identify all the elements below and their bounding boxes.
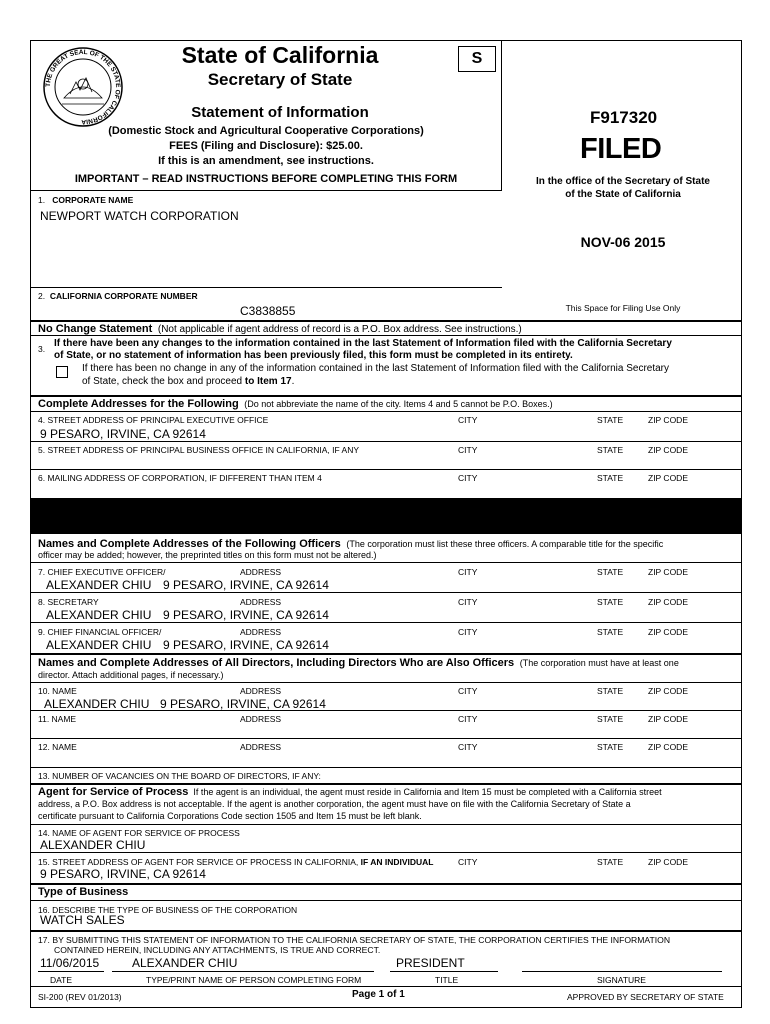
filing-status: FILED xyxy=(580,133,662,165)
approved-by: APPROVED BY SECRETARY OF STATE xyxy=(567,992,724,1002)
item6-city-label: CITY xyxy=(458,473,478,483)
no-change-line-4-end: . xyxy=(291,376,295,387)
divider xyxy=(30,190,502,191)
item11-state-label: STATE xyxy=(597,714,624,724)
directors-note-1: (The corporation must have at least one xyxy=(519,658,679,668)
item7-city-label: CITY xyxy=(458,567,478,577)
divider xyxy=(30,738,741,739)
no-change-line-4-text: of State, check the box and proceed xyxy=(82,376,243,387)
item14-label: 14. NAME OF AGENT FOR SERVICE OF PROCESS xyxy=(38,828,240,838)
item8-name-value: ALEXANDER CHIU xyxy=(46,608,152,622)
corporate-number-value: C3838855 xyxy=(240,304,296,318)
item14-value: ALEXANDER CHIU xyxy=(40,838,146,852)
item7-state-label: STATE xyxy=(597,567,624,577)
no-change-bold-1: If there have been any changes to the information contained in the last Statement of Information filed with the California Secretary xyxy=(54,338,672,349)
item1-label xyxy=(38,195,133,205)
item4-state-label: STATE xyxy=(597,415,624,425)
item9-name-value: ALEXANDER CHIU xyxy=(46,638,152,652)
form-id: SI-200 (REV 01/2013) xyxy=(38,992,122,1002)
item15-city-label: CITY xyxy=(458,857,478,867)
item9-zip-label: ZIP CODE xyxy=(648,627,688,637)
divider xyxy=(30,469,741,470)
divider xyxy=(30,986,741,987)
no-change-line-4 xyxy=(82,376,294,387)
item8-address-value: 9 PESARO, IRVINE, CA 92614 xyxy=(163,608,329,622)
item13-label: 13. NUMBER OF VACANCIES ON THE BOARD OF DIRECTORS, IF ANY: xyxy=(38,771,321,781)
agent-line-1: If the agent is an individual, the agent must reside in California and Item 15 must be completed with a California street xyxy=(193,787,662,797)
cert-date-label: DATE xyxy=(50,975,73,985)
divider xyxy=(30,824,741,825)
item6-label: 6. MAILING ADDRESS OF CORPORATION, IF DIFFERENT THAN ITEM 4 xyxy=(38,473,322,483)
item11-label: 11. NAME xyxy=(38,714,77,724)
item1-title: CORPORATE NAME xyxy=(52,195,134,205)
item12-zip-label: ZIP CODE xyxy=(648,742,688,752)
page-number: Page 1 of 1 xyxy=(352,989,405,1000)
fees-line: FEES (Filing and Disclosure): $25.00. xyxy=(169,140,363,152)
item7-address-value: 9 PESARO, IRVINE, CA 92614 xyxy=(163,578,329,592)
certify-line-2: CONTAINED HEREIN, INCLUDING ANY ATTACHMENTS, IS TRUE AND CORRECT. xyxy=(54,945,381,955)
divider xyxy=(30,710,741,711)
item15-zip-label: ZIP CODE xyxy=(648,857,688,867)
divider xyxy=(30,335,741,336)
item3-number: 3. xyxy=(38,344,46,354)
no-change-line-4-bold: to Item 17 xyxy=(244,376,292,387)
divider xyxy=(30,562,741,563)
divider xyxy=(30,900,741,901)
amendment-line: If this is an amendment, see instructions. xyxy=(158,155,374,167)
item5-city-label: CITY xyxy=(458,445,478,455)
item8-label: 8. SECRETARY xyxy=(38,597,99,607)
item7-address-label: ADDRESS xyxy=(240,567,282,577)
signature-underline xyxy=(522,971,722,972)
agent-line-2: address, a P.O. Box address is not acceptable. If the agent is another corporation, the agent must have on file with the California Secretary of State a xyxy=(38,799,631,809)
item9-address-value: 9 PESARO, IRVINE, CA 92614 xyxy=(163,638,329,652)
divider xyxy=(30,930,741,932)
no-change-heading: No Change Statement xyxy=(38,323,153,335)
divider xyxy=(30,852,741,853)
seal-text: THE GREAT SEAL OF THE STATE OF CALIFORNIA xyxy=(44,48,122,126)
corporate-name-value: NEWPORT WATCH CORPORATION xyxy=(40,209,239,223)
item15-label: 15. STREET ADDRESS OF AGENT FOR SERVICE OF PROCESS IN CALIFORNIA, xyxy=(38,857,359,867)
item10-address-label: ADDRESS xyxy=(240,686,282,696)
item8-zip-label: ZIP CODE xyxy=(648,597,688,607)
no-change-heading-row xyxy=(38,323,522,335)
divider xyxy=(30,320,741,322)
item12-address-label: ADDRESS xyxy=(240,742,282,752)
form-letter-badge: S xyxy=(458,46,496,72)
item4-value: 9 PESARO, IRVINE, CA 92614 xyxy=(40,427,206,441)
item15-label-bold: IF AN INDIVIDUAL xyxy=(360,857,434,867)
divider xyxy=(30,411,741,412)
item4-city-label: CITY xyxy=(458,415,478,425)
item5-label: 5. STREET ADDRESS OF PRINCIPAL BUSINESS OFFICE IN CALIFORNIA, IF ANY xyxy=(38,445,360,455)
addresses-note: (Do not abbreviate the name of the city. Items 4 and 5 cannot be P.O. Boxes.) xyxy=(244,399,553,409)
directors-heading-row xyxy=(38,657,679,669)
no-change-line-3: If there has been no change in any of the information contained in the last Statement of Information filed with the California Secretary xyxy=(82,363,670,374)
title-underline xyxy=(390,971,498,972)
item2-number: 2. xyxy=(38,291,46,301)
item10-city-label: CITY xyxy=(458,686,478,696)
item12-city-label: CITY xyxy=(458,742,478,752)
item10-state-label: STATE xyxy=(597,686,624,696)
certify-line-1: 17. BY SUBMITTING THIS STATEMENT OF INFORMATION TO THE CALIFORNIA SECRETARY OF STATE, THE CORPORATION CERTIFIES THE INFORMATION xyxy=(38,935,671,945)
filing-office-line-2: of the State of California xyxy=(565,189,681,200)
form-agency-title: Secretary of State xyxy=(207,70,353,89)
divider xyxy=(30,287,502,288)
officers-heading: Names and Complete Addresses of the Following Officers xyxy=(38,538,341,550)
filing-date: NOV-06 2015 xyxy=(580,234,666,250)
item7-zip-label: ZIP CODE xyxy=(648,567,688,577)
officers-note-1: (The corporation must list these three officers. A comparable title for the specific xyxy=(346,539,664,549)
item9-state-label: STATE xyxy=(597,627,624,637)
item8-state-label: STATE xyxy=(597,597,624,607)
item1-number: 1. xyxy=(38,195,46,205)
cert-signature-label: SIGNATURE xyxy=(597,975,646,985)
item6-state-label: STATE xyxy=(597,473,624,483)
item9-label: 9. CHIEF FINANCIAL OFFICER/ xyxy=(38,627,162,637)
item9-city-label: CITY xyxy=(458,627,478,637)
cert-title-value: PRESIDENT xyxy=(396,956,465,970)
addresses-heading: Complete Addresses for the Following xyxy=(38,398,239,410)
cert-title-label: TITLE xyxy=(435,975,459,985)
important-line: IMPORTANT – READ INSTRUCTIONS BEFORE COMPLETING THIS FORM xyxy=(74,173,458,185)
item2-label xyxy=(38,291,198,301)
item12-label: 12. NAME xyxy=(38,742,77,752)
item15-value: 9 PESARO, IRVINE, CA 92614 xyxy=(40,867,206,881)
divider xyxy=(30,682,741,683)
directors-heading: Names and Complete Addresses of All Directors, Including Directors Who are Also Officers xyxy=(38,657,515,669)
item15-label-row xyxy=(38,857,434,867)
divider xyxy=(30,883,741,885)
filing-space-note: This Space for Filing Use Only xyxy=(565,303,681,313)
divider xyxy=(30,767,741,768)
item10-zip-label: ZIP CODE xyxy=(648,686,688,696)
filing-number: F917320 xyxy=(590,108,658,127)
date-underline xyxy=(38,971,104,972)
form-subtitle: (Domestic Stock and Agricultural Cooperative Corporations) xyxy=(108,125,424,137)
cert-name-label: TYPE/PRINT NAME OF PERSON COMPLETING FORM xyxy=(146,975,362,985)
black-bar xyxy=(30,498,742,534)
item15-state-label: STATE xyxy=(597,857,624,867)
divider xyxy=(30,441,741,442)
name-underline xyxy=(112,971,374,972)
form-state-title: State of California xyxy=(181,42,379,68)
agent-line-3: certificate pursuant to California Corporations Code section 1505 and Item 15 must be left blank. xyxy=(38,811,422,821)
item8-address-label: ADDRESS xyxy=(240,597,282,607)
item5-zip-label: ZIP CODE xyxy=(648,445,688,455)
officers-heading-row xyxy=(38,538,663,550)
item6-zip-label: ZIP CODE xyxy=(648,473,688,483)
agent-heading-row xyxy=(38,786,662,798)
item7-label: 7. CHIEF EXECUTIVE OFFICER/ xyxy=(38,567,166,577)
item7-name-value: ALEXANDER CHIU xyxy=(46,578,152,592)
cert-date-value: 11/06/2015 xyxy=(40,956,100,970)
divider xyxy=(30,592,741,593)
item4-zip-label: ZIP CODE xyxy=(648,415,688,425)
no-change-bold-2: of State, or no statement of information has been previously filed, this form must be completed in its entirety. xyxy=(54,350,573,361)
form-title: Statement of Information xyxy=(191,104,369,121)
addresses-heading-row xyxy=(38,398,553,410)
filing-office-line-1: In the office of the Secretary of State xyxy=(536,176,710,187)
item11-zip-label: ZIP CODE xyxy=(648,714,688,724)
business-heading: Type of Business xyxy=(38,886,129,898)
divider xyxy=(30,395,741,397)
item10-address-value: 9 PESARO, IRVINE, CA 92614 xyxy=(160,697,326,711)
item8-city-label: CITY xyxy=(458,597,478,607)
item10-label: 10. NAME xyxy=(38,686,77,696)
no-change-checkbox[interactable] xyxy=(56,366,68,378)
no-change-note: (Not applicable if agent address of record is a P.O. Box address. See instructions.) xyxy=(157,324,522,335)
item9-address-label: ADDRESS xyxy=(240,627,282,637)
item2-title: CALIFORNIA CORPORATE NUMBER xyxy=(49,291,198,301)
item16-label: 16. DESCRIBE THE TYPE OF BUSINESS OF THE CORPORATION xyxy=(38,905,298,915)
item11-address-label: ADDRESS xyxy=(240,714,282,724)
item16-value: WATCH SALES xyxy=(40,913,125,927)
cert-name-value: ALEXANDER CHIU xyxy=(132,956,238,970)
officers-note-2: officer may be added; however, the preprinted titles on this form must not be altered.) xyxy=(38,550,377,560)
item4-label: 4. STREET ADDRESS OF PRINCIPAL EXECUTIVE OFFICE xyxy=(38,415,269,425)
item5-state-label: STATE xyxy=(597,445,624,455)
divider xyxy=(30,783,741,785)
item12-state-label: STATE xyxy=(597,742,624,752)
item10-name-value: ALEXANDER CHIU xyxy=(44,697,150,711)
divider xyxy=(30,653,741,655)
item11-city-label: CITY xyxy=(458,714,478,724)
agent-heading: Agent for Service of Process xyxy=(38,786,189,798)
state-seal-icon xyxy=(42,46,124,128)
divider xyxy=(30,622,741,623)
directors-note-2: director. Attach additional pages, if necessary.) xyxy=(38,670,224,680)
